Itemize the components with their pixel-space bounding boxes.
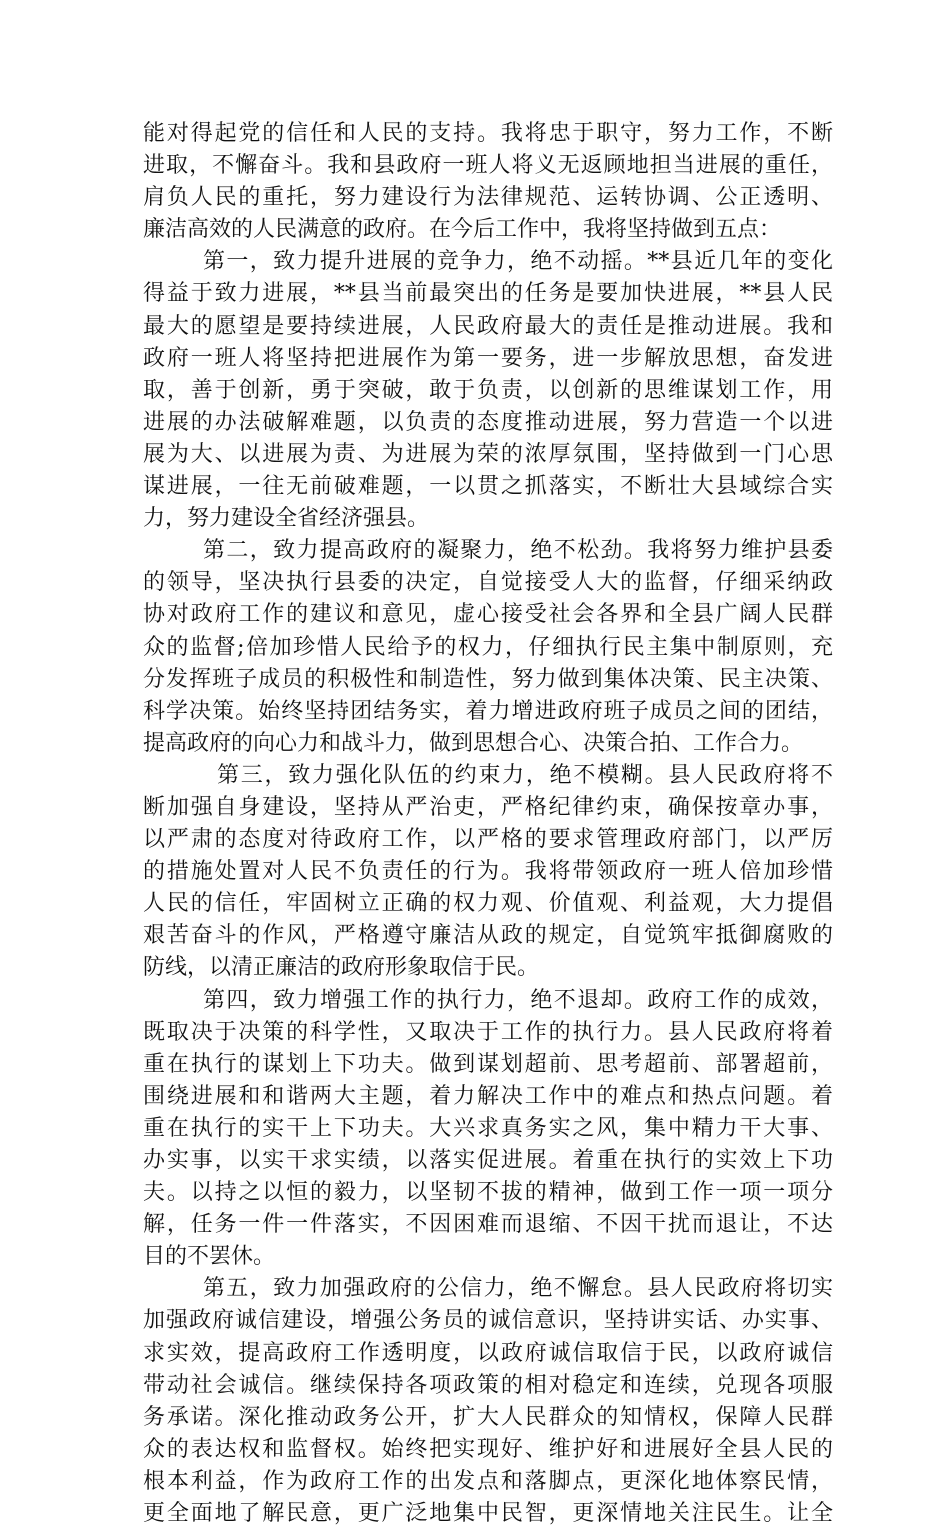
text-line: 能对得起党的信任和人民的支持。我将忠于职守，努力工作，不断 (143, 121, 833, 146)
text-line: 政府一班人将坚持把进展作为第一要务，进一步解放思想，奋发进 (143, 345, 833, 371)
text-line: 第五，致力加强政府的公信力，绝不懈怠。县人民政府将切实 (203, 1276, 833, 1302)
text-line: 夫。以持之以恒的毅力，以坚韧不拔的精神，做到工作一项一项分 (143, 1180, 833, 1206)
text-line: 进展的办法破解难题，以负责的态度推动进展，努力营造一个以进 (143, 409, 833, 435)
text-line: 艰苦奋斗的作风，严格遵守廉洁从政的规定，自觉筑牢抵御腐败的 (143, 923, 833, 949)
text-line: 力，努力建设全省经济强县。 (143, 506, 430, 532)
text-line: 众的表达权和监督权。始终把实现好、维护好和进展好全县人民的 (143, 1436, 833, 1462)
text-line: 分发挥班子成员的积极性和制造性，努力做到集体决策、民主决策、 (143, 666, 833, 692)
text-line: 防线，以清正廉洁的政府形象取信于民。 (143, 955, 540, 981)
text-line: 围绕进展和和谐两大主题，着力解决工作中的难点和热点问题。着 (143, 1083, 833, 1109)
text-line: 更全面地了解民意，更广泛地集中民智，更深情地关注民生。让全 (143, 1501, 833, 1527)
text-line: 最大的愿望是要持续进展，人民政府最大的责任是推动进展。我和 (143, 313, 833, 339)
text-line: 重在执行的实干上下功夫。大兴求真务实之风，集中精力干大事、 (143, 1115, 833, 1141)
text-line: 断加强自身建设，坚持从严治吏，严格纪律约束，确保按章办事， (143, 794, 833, 820)
text-line: 得益于致力进展，**县当前最突出的任务是要加快进展，**县人民 (143, 281, 833, 307)
text-line: 协对政府工作的建议和意见，虚心接受社会各界和全县广阔人民群 (143, 602, 833, 628)
text-line: 科学决策。始终坚持团结务实，着力增进政府班子成员之间的团结， (143, 698, 833, 724)
text-line: 第三，致力强化队伍的约束力，绝不模糊。县人民政府将不 (217, 762, 833, 788)
text-line: 展为大、以进展为责、为进展为荣的浓厚氛围，坚持做到一门心思 (143, 441, 833, 467)
text-line: 加强政府诚信建设，增强公务员的诚信意识，坚持讲实话、办实事、 (143, 1308, 833, 1334)
text-line: 第一，致力提升进展的竞争力，绝不动摇。**县近几年的变化 (203, 249, 833, 275)
text-line: 根本利益，作为政府工作的出发点和落脚点，更深化地体察民情， (143, 1468, 833, 1494)
text-line: 肩负人民的重托，努力建设行为法律规范、运转协调、公正透明、 (143, 185, 833, 211)
text-line: 进取，不懈奋斗。我和县政府一班人将义无返顾地担当进展的重任， (143, 153, 833, 179)
text-line: 解，任务一件一件落实，不因困难而退缩、不因干扰而退让，不达 (143, 1212, 833, 1238)
text-line: 带动社会诚信。继续保持各项政策的相对稳定和连续，兑现各项服 (143, 1372, 833, 1398)
text-line: 既取决于决策的科学性，又取决于工作的执行力。县人民政府将着 (143, 1019, 833, 1045)
text-line: 以严肃的态度对待政府工作，以严格的要求管理政府部门，以严厉 (143, 827, 833, 853)
text-line: 的领导，坚决执行县委的决定，自觉接受人大的监督，仔细采纳政 (143, 570, 833, 596)
text-line: 提高政府的向心力和战斗力，做到思想合心、决策合拍、工作合力。 (143, 730, 804, 756)
text-line: 取，善于创新，勇于突破，敢于负责，以创新的思维谋划工作，用 (143, 377, 833, 403)
text-line: 谋进展，一往无前破难题，一以贯之抓落实，不断壮大县域综合实 (143, 474, 833, 500)
text-line: 目的不罢休。 (143, 1244, 276, 1270)
text-line: 众的监督;倍加珍惜人民给予的权力，仔细执行民主集中制原则，充 (143, 634, 833, 660)
text-line: 的措施处置对人民不负责任的行为。我将带领政府一班人倍加珍惜 (143, 859, 833, 885)
document-body (143, 118, 833, 1530)
text-line: 第二，致力提高政府的凝聚力，绝不松劲。我将努力维护县委 (203, 538, 833, 564)
text-line: 人民的信任，牢固树立正确的权力观、价值观、利益观，大力提倡 (143, 891, 833, 917)
text-line: 第四，致力增强工作的执行力，绝不退却。政府工作的成效， (203, 987, 833, 1013)
text-line: 廉洁高效的人民满意的政府。在今后工作中，我将坚持做到五点： (143, 217, 782, 243)
text-line: 重在执行的谋划上下功夫。做到谋划超前、思考超前、部署超前， (143, 1051, 833, 1077)
text-line: 务承诺。深化推动政务公开，扩大人民群众的知情权，保障人民群 (143, 1404, 833, 1430)
text-line: 求实效，提高政府工作透明度，以政府诚信取信于民，以政府诚信 (143, 1340, 833, 1366)
text-line: 办实事，以实干求实绩，以落实促进展。着重在执行的实效上下功 (143, 1148, 833, 1173)
